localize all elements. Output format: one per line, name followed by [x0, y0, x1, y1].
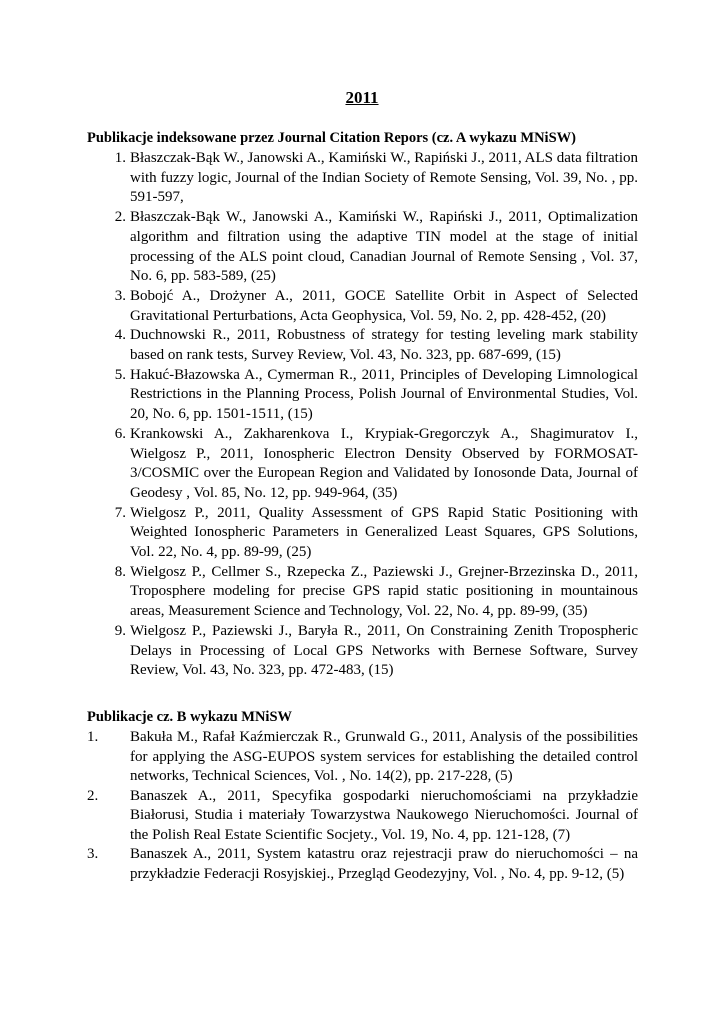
citation-text: Wielgosz P., 2011, Quality Assessment of GPS Rapid Static Positioning with Weighted Ionospheric Parameters in Generalized Least Squares, GPS Solutions, Vol. 22, No. 4, pp. 89-99, (25) [130, 504, 638, 561]
list-item [0, 287, 724, 326]
item-number: 2. [87, 787, 99, 804]
list-item [0, 728, 724, 787]
citation-text: Krankowski A., Zakharenkova I., Krypiak-Gregorczyk A., Shagimuratov I., Wielgosz P., 2011, Ionospheric Electron Density Observed by FORMOSAT-3/COSMIC over the European Region and Validated by Ionosonde Data, Journal of Geodesy , Vol. 85, No. 12, pp. 949-964, (35) [130, 425, 638, 501]
citation-text: Banaszek A., 2011, System katastru oraz rejestracji praw do nieruchomości – na przykładzie Federacji Rosyjskiej., Przegląd Geodezyjny, Vol. , No. 4, pp. 9-12, (5) [130, 846, 638, 882]
list-item [0, 366, 724, 425]
list-item [0, 504, 724, 563]
citation-text: Bakuła M., Rafał Kaźmierczak R., Grunwald G., 2011, Analysis of the possibilities for applying the ASG-EUPOS system services for establishing the detailed control networks, Technical Sciences, Vol. , No. 14(2), pp. 217-228, (5) [130, 729, 638, 784]
section-a-heading: Publikacje indeksowane przez Journal Citation Repors (cz. A wykazu MNiSW) [87, 130, 576, 146]
list-item [0, 787, 724, 846]
list-item [0, 845, 724, 884]
citation-text: Wielgosz P., Paziewski J., Baryła R., 2011, On Constraining Zenith Tropospheric Delays in Processing of Local GPS Networks with Bernese Software, Survey Review, Vol. 43, No. 323, pp. 472-483, (15) [130, 622, 638, 679]
list-item [0, 326, 724, 365]
citation-text: Hakuć-Błazowska A., Cymerman R., 2011, Principles of Developing Limnological Restrictions in the Planning Process, Polish Journal of Environmental Studies, Vol. 20, No. 6, pp. 1501-1511, (15) [130, 366, 638, 423]
list-item [0, 622, 724, 681]
section-b-heading: Publikacje cz. B wykazu MNiSW [87, 709, 293, 725]
section-a-list [0, 149, 724, 681]
item-number: 9. [114, 622, 126, 639]
item-number: 7. [114, 504, 126, 521]
item-number: 4. [114, 327, 126, 344]
item-number: 3. [87, 846, 99, 862]
item-number: 1. [87, 729, 99, 745]
page-title: 2011 [345, 88, 379, 107]
list-item [0, 149, 724, 208]
item-number: 6. [114, 425, 126, 442]
item-number: 5. [114, 366, 126, 383]
item-number: 3. [114, 287, 126, 304]
citation-text: Wielgosz P., Cellmer S., Rzepecka Z., Paziewski J., Grejner-Brzezinska D., 2011, Troposphere modeling for precise GPS rapid static positioning in mountainous areas, Measurement Science and Technology, Vol. 22, No. 4, pp. 89-99, (35) [130, 563, 638, 620]
item-number: 8. [114, 563, 126, 580]
list-item [0, 208, 724, 287]
list-item [0, 425, 724, 504]
item-number: 2. [114, 209, 126, 226]
section-b-list [0, 728, 724, 884]
item-number: 1. [114, 150, 126, 166]
citation-text: Błaszczak-Bąk W., Janowski A., Kamiński W., Rapiński J., 2011, Optimalization algorithm and filtration using the adaptive TIN model at the stage of initial processing of the ALS point cloud, Canadian Journal of Remote Sensing , Vol. 37, No. 6, pp. 583-589, (25) [130, 209, 638, 285]
citation-text: Błaszczak-Bąk W., Janowski A., Kamiński W., Rapiński J., 2011, ALS data filtration with fuzzy logic, Journal of the Indian Society of Remote Sensing, Vol. 39, No. , pp. 591-597, [130, 150, 638, 206]
list-item [0, 563, 724, 622]
citation-text: Duchnowski R., 2011, Robustness of strategy for testing leveling mark stability based on rank tests, Survey Review, Vol. 43, No. 323, pp. 687-699, (15) [130, 327, 638, 364]
citation-text: Banaszek A., 2011, Specyfika gospodarki nieruchomościami na przykładzie Białorusi, Studia i materiały Towarzystwa Naukowego Nieruchomości. Journal of the Polish Real Estate Scientific Socjety., Vol. 19, No. 4, pp. 121-128, (7) [130, 787, 638, 843]
citation-text: Bobojć A., Drożyner A., 2011, GOCE Satellite Orbit in Aspect of Selected Gravitational Perturbations, Acta Geophysica, Vol. 59, No. 2, pp. 428-452, (20) [130, 287, 638, 324]
